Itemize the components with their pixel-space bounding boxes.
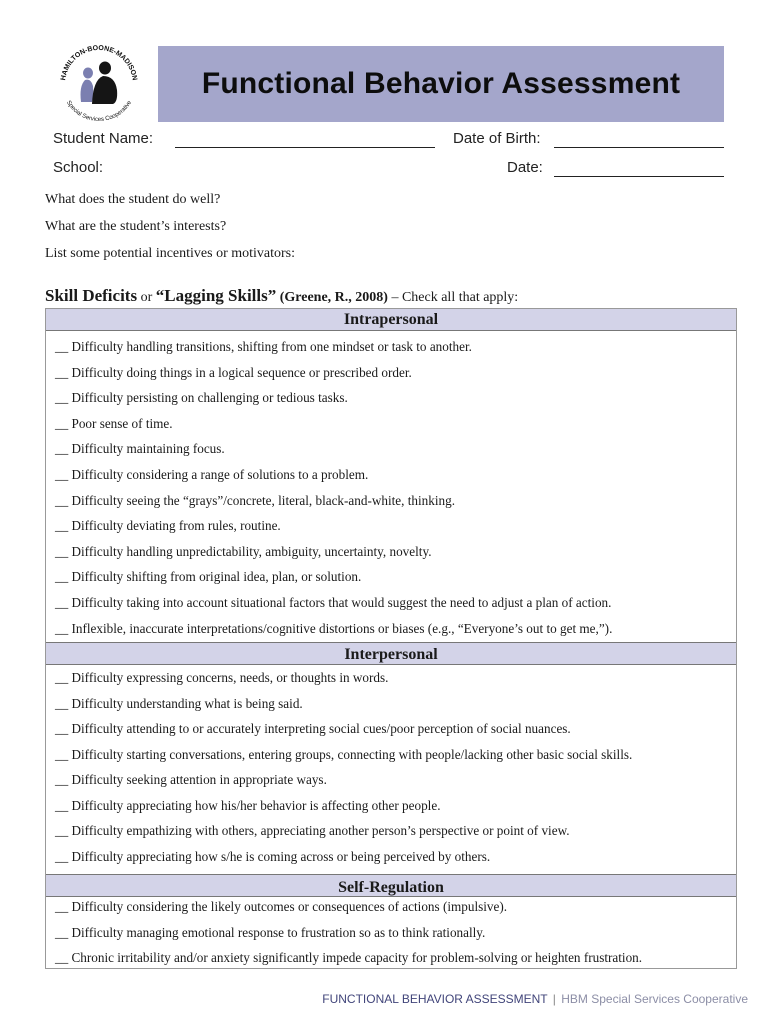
- checklist-item[interactable]: __ Difficulty doing things in a logical sequence or prescribed order.: [55, 364, 412, 380]
- section-header-interpersonal: Interpersonal: [46, 642, 736, 665]
- checklist-item[interactable]: __ Chronic irritability and/or anxiety significantly impede capacity for problem-solving or heighten frustration.: [55, 950, 643, 966]
- skills-checklist-table: [45, 308, 737, 969]
- question-incentives: List some potential incentives or motivators:: [45, 246, 296, 261]
- checklist-item[interactable]: __ Inflexible, inaccurate interpretations/cognitive distortions or biases (e.g., “Everyone’s out to get me,”).: [55, 620, 613, 636]
- skills-heading-instruction: – Check all that apply:: [387, 290, 519, 305]
- skills-heading-deficits: Skill Deficits: [45, 286, 138, 305]
- checklist-item[interactable]: __ Difficulty starting conversations, entering groups, connecting with people/lacking other basic social skills.: [55, 746, 633, 762]
- checklist-item[interactable]: __ Difficulty maintaining focus.: [55, 441, 225, 457]
- checklist-item[interactable]: __ Poor sense of time.: [55, 415, 173, 431]
- skills-heading-lagging: “Lagging Skills”: [155, 286, 277, 305]
- checklist-item[interactable]: __ Difficulty seeking attention in appropriate ways.: [55, 772, 327, 788]
- checklist-item[interactable]: __ Difficulty empathizing with others, appreciating another person’s perspective or point of view.: [55, 823, 570, 839]
- school-label: School:: [53, 159, 104, 176]
- title-banner: [158, 46, 724, 122]
- cooperative-logo: [55, 40, 143, 128]
- skills-heading-or: or: [137, 290, 156, 305]
- date-of-birth-line[interactable]: [554, 147, 724, 148]
- checklist-item[interactable]: __ Difficulty handling transitions, shifting from one mindset or task to another.: [55, 339, 472, 354]
- student-name-label: Student Name:: [53, 130, 154, 147]
- svg-text:Special Services Cooperative: Special Services Cooperative: [64, 99, 134, 124]
- footer-title: FUNCTIONAL BEHAVIOR ASSESSMENT: [322, 992, 548, 1006]
- date-label: Date:: [507, 159, 543, 176]
- checklist-item[interactable]: __ Difficulty appreciating how s/he is coming across or being perceived by others.: [55, 848, 491, 864]
- footer-separator: |: [552, 992, 556, 1006]
- question-strengths: What does the student do well?: [45, 192, 221, 207]
- checklist-item[interactable]: __ Difficulty attending to or accurately interpreting social cues/poor perception of social nuances.: [55, 721, 571, 737]
- skills-heading: [45, 286, 518, 306]
- checklist-item[interactable]: __ Difficulty deviating from rules, routine.: [55, 518, 281, 534]
- checklist-item[interactable]: __ Difficulty understanding what is being said.: [55, 695, 303, 711]
- skills-heading-citation: (Greene, R., 2008): [276, 290, 388, 305]
- interpersonal-list: [46, 665, 736, 869]
- page-footer: [0, 992, 748, 1006]
- checklist-item[interactable]: __ Difficulty expressing concerns, needs, or thoughts in words.: [55, 670, 389, 686]
- student-name-line[interactable]: [175, 147, 435, 148]
- intrapersonal-list: [46, 331, 736, 641]
- checklist-item[interactable]: __ Difficulty taking into account situational factors that would suggest the need to adjust a plan of action.: [55, 594, 612, 610]
- checklist-item[interactable]: __ Difficulty considering the likely outcomes or consequences of actions (impulsive).: [55, 899, 508, 915]
- checklist-item[interactable]: __ Difficulty handling unpredictability, ambiguity, uncertainty, novelty.: [55, 543, 432, 559]
- footer-organization: HBM Special Services Cooperative: [561, 992, 748, 1006]
- checklist-item[interactable]: __ Difficulty persisting on challenging or tedious tasks.: [55, 390, 348, 406]
- checklist-item[interactable]: __ Difficulty appreciating how his/her behavior is affecting other people.: [55, 797, 441, 813]
- date-of-birth-label: Date of Birth:: [453, 130, 541, 147]
- section-header-intrapersonal: Intrapersonal: [46, 309, 736, 331]
- self-regulation-list: [46, 897, 736, 974]
- section-header-self-regulation: Self-Regulation: [46, 874, 736, 897]
- checklist-item[interactable]: __ Difficulty seeing the “grays”/concrete, literal, black-and-white, thinking.: [55, 492, 456, 508]
- checklist-item[interactable]: __ Difficulty considering a range of solutions to a problem.: [55, 466, 369, 482]
- checklist-item[interactable]: __ Difficulty shifting from original idea, plan, or solution.: [55, 569, 362, 585]
- checklist-item[interactable]: __ Difficulty managing emotional response to frustration so as to think rationally.: [55, 924, 486, 940]
- question-interests: What are the student’s interests?: [45, 219, 227, 234]
- page-title: Functional Behavior Assessment: [201, 67, 681, 100]
- svg-text:HAMILTON-BOONE-MADISON: HAMILTON-BOONE-MADISON: [60, 44, 138, 81]
- date-line[interactable]: [554, 176, 724, 177]
